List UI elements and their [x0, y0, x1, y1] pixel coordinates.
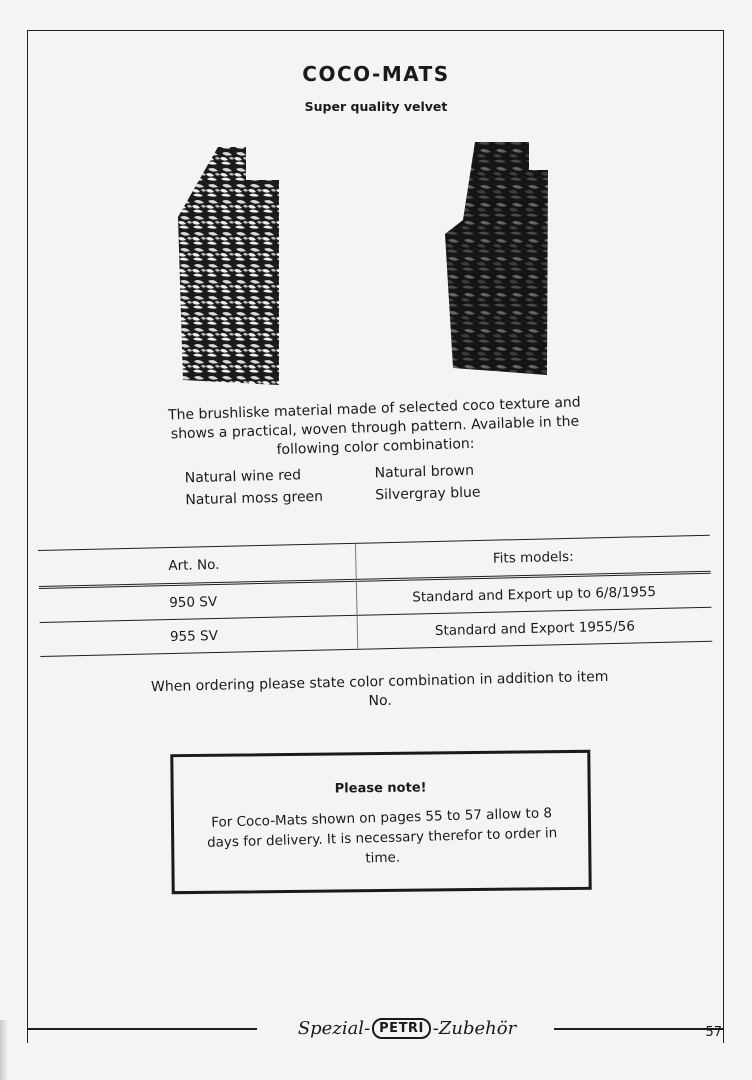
- page-title: COCO-MATS: [302, 62, 450, 86]
- coco-mat-dark-image: [445, 140, 551, 380]
- table-header-art-no: Art. No.: [38, 544, 357, 586]
- color-option: Silvergray blue: [375, 484, 481, 504]
- description-text: The brushliske material made of selected coco texture and shows a practical, woven through pattern. Available in the following color combination:: [167, 394, 581, 459]
- table-cell-fits-models: Standard and Export 1955/56: [434, 617, 636, 639]
- coco-mat-light-icon: [178, 145, 284, 387]
- please-note-box: [170, 750, 591, 894]
- table-cell-art-no: 950 SV: [39, 582, 358, 622]
- color-option: Natural brown: [374, 462, 475, 482]
- fit-table: [38, 535, 712, 657]
- footer: [27, 1012, 724, 1044]
- color-option: Natural moss green: [185, 488, 324, 509]
- page-number: 57: [705, 1025, 722, 1040]
- margin-shadow: [0, 1020, 8, 1080]
- table-header-fits-models: Fits models:: [492, 548, 574, 567]
- coco-mat-dark-icon: [445, 140, 551, 380]
- coco-mat-light-image: [178, 145, 284, 387]
- footer-line-left: [27, 1028, 257, 1030]
- footer-line-right: [554, 1028, 724, 1030]
- table-cell-art-no: 955 SV: [40, 616, 359, 656]
- brand-logo: PETRI: [372, 1018, 431, 1039]
- ordering-note: When ordering please state color combination in addition to item No.: [150, 668, 609, 710]
- footer-prefix: Spezial-: [297, 1017, 371, 1039]
- note-text: For Coco-Mats shown on pages 55 to 57 allow to 8 days for delivery. It is necessary therefor to order in time.: [206, 805, 558, 867]
- footer-logo: [259, 1012, 555, 1044]
- page-subtitle: Super quality velvet: [304, 99, 448, 114]
- footer-suffix: -Zubehör: [432, 1017, 517, 1039]
- table-cell-fits-models: Standard and Export up to 6/8/1955: [412, 583, 657, 606]
- color-option: Natural wine red: [184, 467, 302, 487]
- note-title: Please note!: [334, 780, 427, 797]
